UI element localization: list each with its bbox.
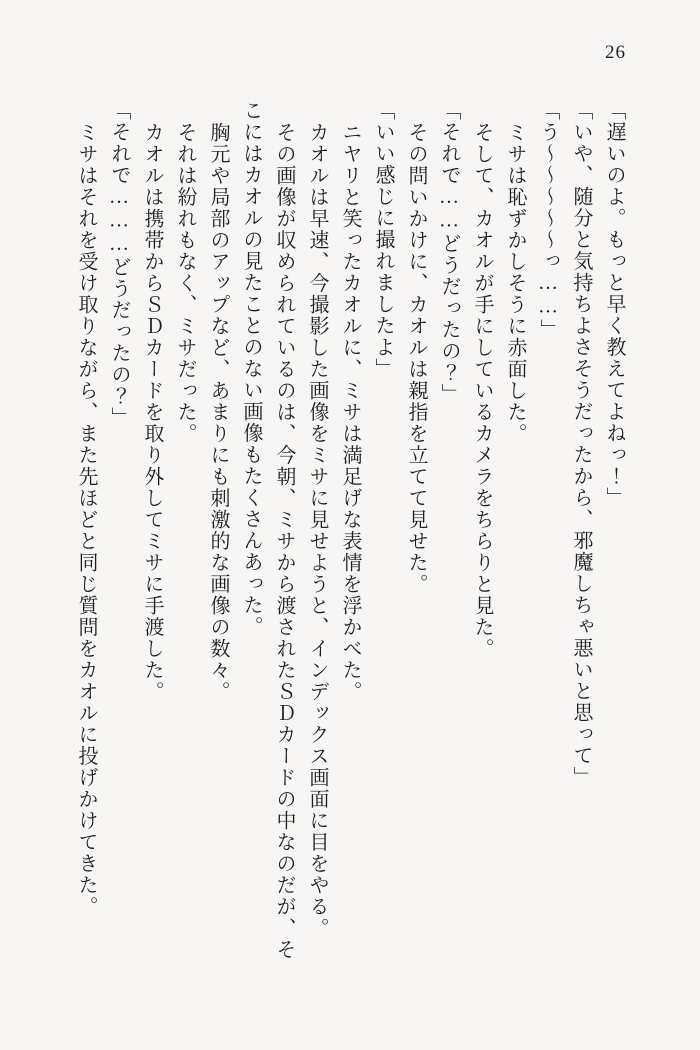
text-column: 「遅いのよ。もっと早く教えてよねっ！」 <box>603 100 625 509</box>
text-column: 「それで………どうだったの？」 <box>108 100 130 429</box>
text-column: その問いかけに、カオルは親指を立てて見せた。 <box>405 122 427 595</box>
text-column: 「それで……どうだったの？」 <box>438 100 460 405</box>
text-column: こにはカオルの見たことのない画像もたくさんあった。 <box>240 100 262 638</box>
text-column: 「いや、随分と気持ちよさそうだったから、邪魔しちゃ悪いと思って」 <box>570 100 592 788</box>
text-column: それは紛れもなく、ミサだった。 <box>174 122 196 445</box>
text-column: ミサはそれを受け取りながら、また先ほどと同じ質問をカオルに投げかけてきた。 <box>75 122 97 918</box>
text-column: そして、カオルが手にしているカメラをちらりと見た。 <box>471 122 493 660</box>
text-column: カオルは携帯からＳＤカードを取り外してミサに手渡した。 <box>141 122 163 703</box>
text-column: 「う～～～～～っ……」 <box>537 100 559 341</box>
text-column: ニヤリと笑ったカオルに、ミサは満足げな表情を浮かべた。 <box>339 122 361 703</box>
vertical-text-block <box>69 100 630 995</box>
text-column: その画像が収められているのは、今朝、ミサから渡されたＳＤカードの中なのだが、そ <box>273 122 295 961</box>
text-column: 胸元や局部のアップなど、あまりにも刺激的な画像の数々。 <box>207 122 229 703</box>
text-column: カオルは早速、今撮影した画像をミサに見せようと、インデックス画面に目をやる。 <box>306 122 328 939</box>
page-number: 26 <box>605 42 626 63</box>
text-column: 「いい感じに撮れましたよ」 <box>372 100 394 380</box>
text-column: ミサは恥ずかしそうに赤面した。 <box>504 122 526 445</box>
